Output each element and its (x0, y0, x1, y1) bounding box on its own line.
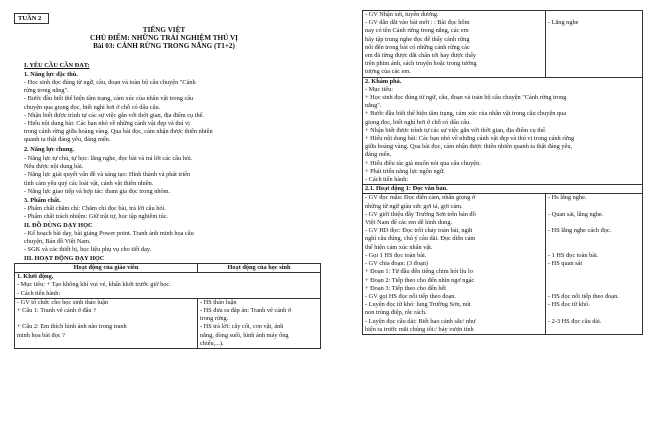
text-line: 2.1. Hoạt động 1: Đọc văn bản. (365, 185, 448, 193)
text-line: Việt Nam để các em dễ hình dung. (365, 219, 453, 227)
text-line: - HS đọc từ khó. (548, 301, 590, 309)
activity-table-right (362, 10, 643, 335)
activity-table-left (14, 263, 321, 349)
text-line: - Quan sát, lắng nghe. (548, 210, 604, 218)
text-line: + Đoạn 3: Tiếp theo cho đến hết (365, 284, 447, 292)
text-line: thể hiện cảm xúc nhân vật. (365, 243, 433, 251)
text-line (17, 315, 195, 323)
subsection-general: 2. Năng lực chung. (24, 146, 75, 153)
teacher-col-header: Hoạt động của giáo viên (15, 264, 198, 273)
text-line: - HS đọc nối tiếp theo đoạn. (548, 292, 619, 300)
specific-competencies-text (24, 79, 316, 145)
text-line: - Học sinh đọc đúng từ ngữ, câu, đoạn và toàn bộ câu chuyện "Cánh (24, 79, 196, 86)
text-line: - Nhận biết được trình tự các sự việc gắn với thời gian, địa điểm cụ thể. (24, 111, 205, 119)
teacher-reading-cell (363, 194, 546, 334)
text-line: chuyện, Bản đồ Việt Nam. (24, 238, 91, 246)
text-line: - Phẩm chất chăm chỉ: Chăm chỉ đọc bài, trả lời câu hỏi. (24, 205, 166, 212)
subsection-specific: 1. Năng lực đặc thù. (24, 71, 78, 78)
text-line: - Bước đầu biết thể hiện tâm trạng, cảm xúc của nhân vật trong câu (24, 95, 194, 103)
text-line: tình cảm yêu quý các loài vật, cảnh vật thiên nhiên. (24, 179, 154, 187)
text-line: - HS lắng nghe cách đọc. (548, 227, 612, 235)
warmup-row (15, 273, 321, 299)
text-line: 2. Khám phá. (365, 77, 402, 85)
text-line: - HS đưa ra đáp án: Tranh vẽ cảnh ở (200, 307, 292, 315)
text-line (548, 219, 640, 227)
text-line: 1. Khởi động. (17, 273, 54, 281)
section-activities: III. HOẠT ĐỘNG DẠY HỌC (24, 255, 105, 262)
text-line: chuyện qua giọng đọc, biết nghỉ hơi ở chỗ có dấu câu. (24, 103, 161, 111)
text-line: - Gọi 1 HS đọc toàn bài. (365, 251, 427, 259)
text-line: - Kế hoạch bài dạy, bài giảng Power point. Tranh ảnh minh họa câu (24, 230, 194, 237)
text-line: tượng của các em. (365, 68, 411, 76)
text-line: + Đoạn 2: Tiếp theo cho đến nhìn ngơ ngác (365, 276, 475, 284)
text-line: nắng". (365, 102, 382, 110)
text-line: giữa hoàng vàng. Qua bài đọc, cảm nhận được thiên nhiên quanh ta thật đáng yêu, (365, 143, 573, 151)
text-line: - HS quan sát (548, 260, 583, 268)
text-line: nổi đến trong bài có những cảnh rừng các (365, 43, 470, 51)
text-line: - GV tổ chức cho học sinh thảo luận (17, 298, 109, 306)
text-line (548, 11, 640, 19)
text-line: - Năng lực tự chủ, tự học: lắng nghe, đọc bài và trả lời các câu hỏi. (24, 155, 193, 162)
text-line: nay có tên Cánh rừng trong nắng, các em (365, 27, 469, 35)
text-line: minh họa bài đọc ? (17, 331, 65, 339)
text-line: - SGK và các thiết bị, học liệu phụ vụ cho tiết dạy. (24, 246, 152, 254)
text-line: nghỉ câu đúng, chú ý câu dài. Đọc diễn cảm (365, 235, 476, 243)
text-line: + Bước đầu biết thể hiện tâm trạng, cảm xúc của nhân vật trong câu chuyện qua (365, 110, 567, 118)
text-line (548, 203, 640, 211)
right-page (336, 0, 650, 426)
text-line: những từ ngữ giàu sức gợi tả, gợi cảm. (365, 202, 463, 210)
student-col-header: Hoạt động của học sinh (198, 264, 321, 273)
text-line: rừng trong nắng". (24, 87, 69, 95)
text-line (548, 268, 640, 276)
text-line: - Phẩm chất trách nhiệm: Giữ trật tự, học tập nghiêm túc. (24, 213, 169, 221)
text-line: + Câu 1: Tranh vẽ cảnh ở đâu ? (17, 307, 96, 315)
text-line (548, 235, 640, 243)
week-label: TUẦN 2 (14, 13, 49, 24)
text-line: nắng, dòng suối, hình ảnh máy ống (200, 331, 289, 339)
teacher-intro-cell (363, 11, 546, 78)
text-line: + Nhận biết được trình tự các sự việc gắn với thời gian, địa điểm cụ thể. (365, 126, 547, 134)
text-line (548, 326, 640, 334)
text-line: chiếu,...). (200, 339, 224, 347)
text-line: đáng mến. (365, 151, 392, 159)
text-line: quanh ta thật đáng yêu, đáng mến. (24, 136, 111, 144)
text-line: - Mục tiêu: + Tạo không khí vui vẻ, khấn khởi trước giờ học. (17, 281, 171, 289)
subject-title: TIẾNG VIỆT (142, 26, 186, 34)
text-line: - Hiểu nội dung bài: Các bạn nhỏ về những cảnh vật đẹp và thú vị (24, 120, 190, 128)
explore-row (363, 77, 643, 185)
qualities-text (24, 205, 316, 221)
text-line: - Luyện đọc câu dài: Biết bao cảnh sắc/ như (365, 317, 476, 325)
section-requirements: I. YÊU CẦU CẦN ĐẠT: (24, 62, 90, 69)
text-line: - Hs lắng nghe. (548, 194, 587, 202)
text-line: + Câu 2: Em thích hình ảnh nào trong tranh (17, 323, 127, 331)
lesson-title: Bài 03: CÁNH RỪNG TRONG NẮNG (T1+2) (93, 42, 235, 50)
text-line: - HS trả lời: cây cối, con vật, ánh (200, 323, 284, 331)
text-line (548, 277, 640, 285)
text-line (548, 309, 640, 317)
section-materials: II. ĐỒ DÙNG DẠY HỌC (24, 222, 93, 229)
text-line: em đã từng được dắt chân tới hay được thấy (365, 52, 476, 60)
student-activity-cell (198, 298, 321, 348)
text-line: - Cách tiến hành: (17, 289, 61, 297)
text-line: + Hiểu nội dung bài: Các bạn nhỏ về những cảnh vật đẹp và thú vị trong cánh rừng (365, 135, 575, 143)
text-line: trong cánh rừng giữa hoàng vàng. Qua bài đọc, cảm nhận được thiên nhiên (24, 128, 213, 136)
text-line: + Hiểu điều tác giả muốn nói qua câu chuyện. (365, 159, 481, 167)
text-line: giọng đọc, biết nghỉ hơi ở chỗ có dấu câu. (365, 118, 471, 126)
text-line: - Cách tiến hành: (365, 176, 409, 184)
text-line: - GV đọc mẫu: Đọc diễn cảm, nhấn giọng ở (365, 194, 476, 202)
text-line: trong rừng. (200, 315, 229, 323)
text-line: hãy tập trung nghe đọc để thấy cảnh rừng (365, 35, 470, 43)
text-line: - GV chia đoạn: (3 đoạn) (365, 260, 429, 268)
subsection-qualities: 3. Phẩm chất. (24, 197, 61, 204)
text-line: - Năng lực giải quyết vấn đề và sáng tạo: Hình thành và phát triển (24, 171, 191, 179)
text-line: - GV giới thiệu đây Trường Sơn trên bản đồ (365, 210, 476, 218)
student-intro-cell (546, 11, 643, 78)
teacher-activity-cell (15, 298, 198, 348)
text-line: + Học sinh đọc đúng từ ngữ, câu, đoạn và toàn bộ câu chuyện "Cánh rừng trong (365, 94, 567, 102)
theme-title: CHỦ ĐIỂM: NHỮNG TRẢI NGHIỆM THÚ VỊ (90, 34, 238, 42)
text-line: - Luyện đọc từ khó: lung Trường Sơn, nút (365, 301, 471, 309)
text-line (548, 244, 640, 252)
text-line: - Mục tiêu: (365, 85, 393, 93)
text-line: - Năng lực giao tiếp và hợp tác: tham gia đọc trong nhóm. (24, 187, 171, 195)
text-line: Nêu được nội dung bài. (24, 163, 84, 171)
general-competencies-text (24, 155, 316, 196)
text-line: - GV gọi HS đọc nối tiếp theo đoạn. (365, 292, 457, 300)
text-line: - GV Nhận xét, tuyên dương. (365, 11, 439, 18)
text-line: - GV HD đọc: Đọc trôi chảy toàn bài, ngắt (365, 227, 473, 235)
activity1-header-row (363, 185, 643, 194)
text-line: - 2-3 HS đọc câu dài. (548, 317, 602, 325)
text-line: - HS thảo luận (200, 298, 237, 306)
text-line: trên phim ảnh, sách truyện hoặc trong tưởng (365, 60, 477, 68)
text-line: - 1 HS đọc toàn bài. (548, 251, 599, 259)
text-line: hiện ra trước mắt chúng tôi:/ bảy vượn tinh (365, 325, 474, 333)
text-line: + Đoạn 1: Từ đầu đến tiếng chim hót líu lo (365, 268, 473, 276)
text-line (548, 285, 640, 293)
text-line: non trùng điệp, rắc rách. (365, 309, 427, 317)
text-line: - GV dẫn dắt vào bài mới : : Bài đọc hôm (365, 19, 470, 27)
student-reading-cell (546, 194, 643, 334)
materials-text (24, 230, 316, 255)
text-line: + Phát triển năng lực ngôn ngữ. (365, 167, 445, 175)
text-line: - Lắng nghe (548, 19, 579, 27)
